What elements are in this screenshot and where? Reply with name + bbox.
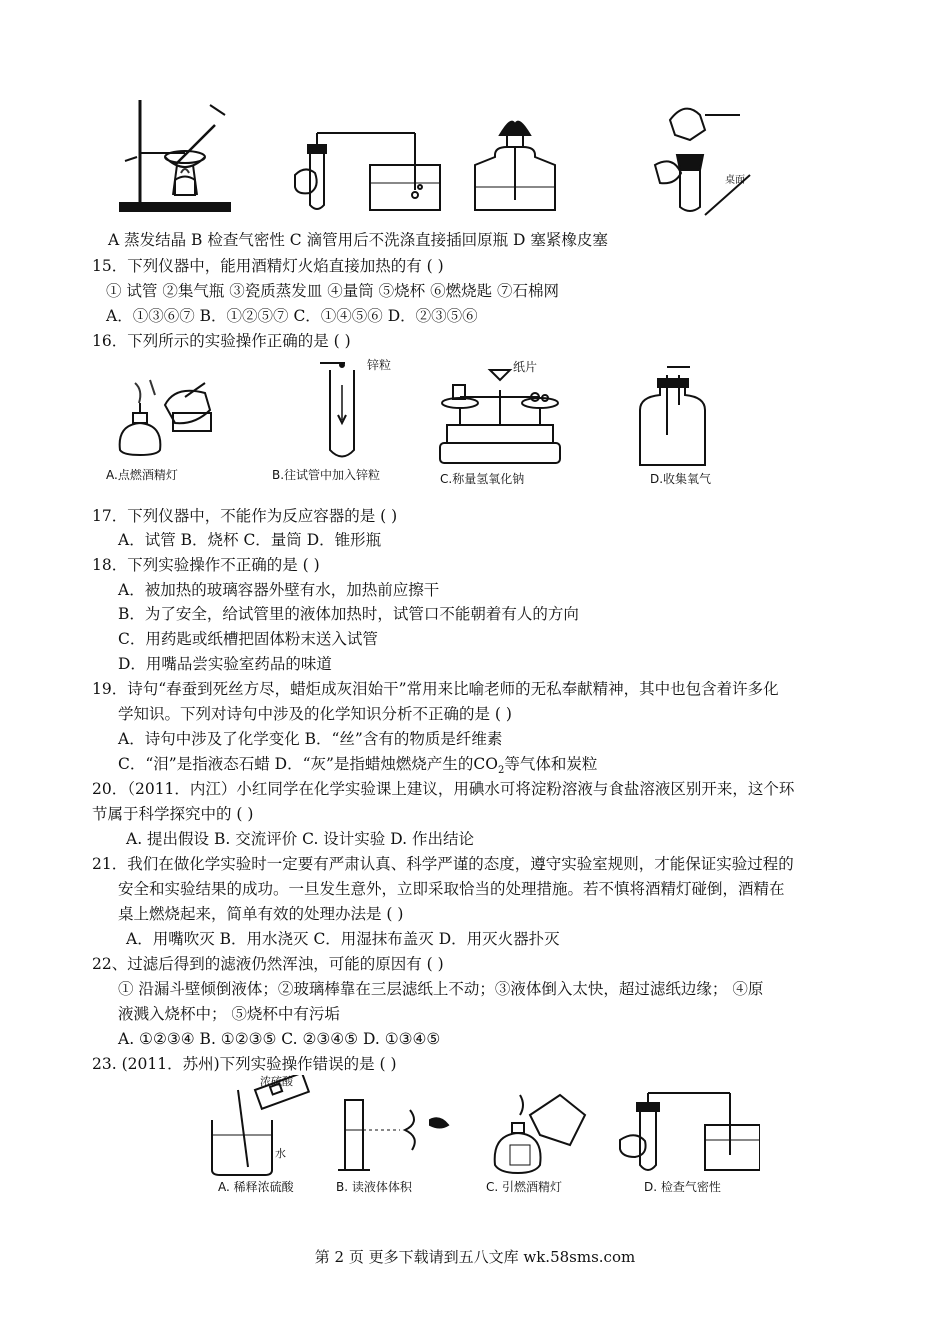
paper-label: 纸片 [513,360,538,374]
test-tube-zinc-icon [320,363,354,457]
q18-option-a: A．被加热的玻璃容器外壁有水，加热前应擦干 [118,581,440,599]
gas-collecting-bottle-icon [640,367,705,465]
stopper-insert-icon [655,109,750,215]
q17-stem: 17．下列仪器中，不能作为反应容器的是 ( ) [92,507,398,525]
water-label: 水 [275,1147,286,1160]
acid-dilution-icon [212,1075,309,1175]
q15-options: A．①③⑥⑦ B．①②⑤⑦ C．①④⑤⑥ D．②③⑤⑥ [106,307,478,325]
q23-caption-b: B. 读液体体积 [336,1180,412,1194]
co2-formula: CO [473,755,498,773]
q14-caption: A 蒸发结晶 B 检查气密性 C 滴管用后不洗涤直接插回原瓶 D 塞紧橡皮塞 [108,231,608,249]
q23-caption-a: A. 稀释浓硫酸 [218,1180,294,1194]
q19-options-cd [118,754,597,781]
q21-line2: 安全和实验结果的成功。一旦发生意外，立即采取恰当的处理措施。若不慎将酒精灯碰倒，酒精在 [118,880,785,898]
q23-stem: 23. (2011．苏州)下列实验操作错误的是 ( ) [92,1055,397,1073]
q20-line1: 20．（2011．内江）小红同学在化学实验课上建议，用碘水可将淀粉溶液与食盐溶液区别开来，这个环 [92,780,795,798]
q18-option-d: D．用嘴品尝实验室药品的味道 [118,655,332,673]
acid-label: 浓硫酸 [260,1075,293,1088]
q19-line2: 学知识。下列对诗句中涉及的化学知识分析不正确的是 ( ) [118,705,512,723]
q19-option-cd-text: C．“泪”是指液态石蜡 D．“灰”是指蜡烛燃烧产生的 [118,755,474,773]
airtightness-check-icon [295,133,440,210]
q16-caption-b: B.往试管中加入锌粒 [272,468,381,482]
q21-line3: 桌上燃烧起来，简单有效的处理办法是 ( ) [118,905,404,923]
q16-caption-a: A.点燃酒精灯 [106,468,178,482]
alcohol-lamp-ignite-icon [495,1095,585,1173]
q14-figure-row [115,95,765,217]
q21-options: A．用嘴吹灭 B．用水浇灭 C．用湿抹布盖灭 D．用灭火器扑灭 [126,930,560,948]
zinc-label: 锌粒 [367,358,392,372]
q19-line1: 19．诗句“春蚕到死丝方尽，蜡炬成灰泪始干”常用来比喻老师的无私奉献精神，其中也包含着许多化 [92,680,779,698]
page-footer: 第 2 页 更多下载请到五八文库 wk.58sms.com [314,1248,636,1266]
q15-items: ① 试管 ②集气瓶 ③瓷质蒸发皿 ④量筒 ⑤烧杯 ⑥燃烧匙 ⑦石棉网 [106,282,559,300]
balance-icon [440,370,560,463]
q18-stem: 18．下列实验操作不正确的是 ( ) [92,556,320,574]
q20-line2: 节属于科学探究中的 ( ) [92,805,254,823]
q15-stem: 15．下列仪器中，能用酒精灯火焰直接加热的有 ( ) [92,257,444,275]
q20-options: A. 提出假设 B. 交流评价 C. 设计实验 D. 作出结论 [126,830,474,848]
dropper-bottle-icon [475,122,555,210]
q23-caption-c: C. 引燃酒精灯 [486,1180,563,1194]
q21-line1: 21．我们在做化学实验时一定要有严肃认真、科学严谨的态度，遵守实验室规则，才能保证实验过程的 [92,855,794,873]
q19-option-d-tail: 等气体和炭粒 [504,755,598,773]
desk-label: 桌面 [725,175,745,186]
evaporation-apparatus-icon [120,100,230,211]
airtightness-check-d-icon [620,1093,760,1170]
co2-subscript: 2 [498,765,505,777]
q22-stem: 22、过滤后得到的滤液仍然浑浊，可能的原因有 ( ) [92,955,444,973]
alcohol-lamp-lighting-icon [120,380,211,455]
q22-line2: 液溅入烧杯中； ⑤烧杯中有污垢 [118,1005,340,1023]
q16-caption-c: C.称量氢氧化钠 [440,472,525,486]
q18-option-b: B．为了安全，给试管里的液体加热时，试管口不能朝着有人的方向 [118,605,579,623]
graduated-cylinder-icon [338,1100,448,1170]
q18-option-c: C．用药匙或纸槽把固体粉末送入试管 [118,630,378,648]
q23-figure-row [200,1075,760,1190]
q19-options-ab: A．诗句中涉及了化学变化 B．“丝”含有的物质是纤维素 [118,730,503,748]
q17-options: A．试管 B．烧杯 C．量筒 D．锥形瓶 [118,531,382,549]
q23-caption-d: D. 检查气密性 [644,1180,721,1194]
q22-line1: ① 沿漏斗壁倾倒液体；②玻璃棒靠在三层滤纸上不动；③液体倒入太快，超过滤纸边缘； ④原 [118,980,764,998]
q16-caption-d: D.收集氧气 [650,472,712,486]
q16-stem: 16．下列所示的实验操作正确的是 ( ) [92,332,351,350]
q22-options: A. ①②③④ B. ①②③⑤ C. ②③④⑤ D. ①③④⑤ [118,1030,441,1048]
